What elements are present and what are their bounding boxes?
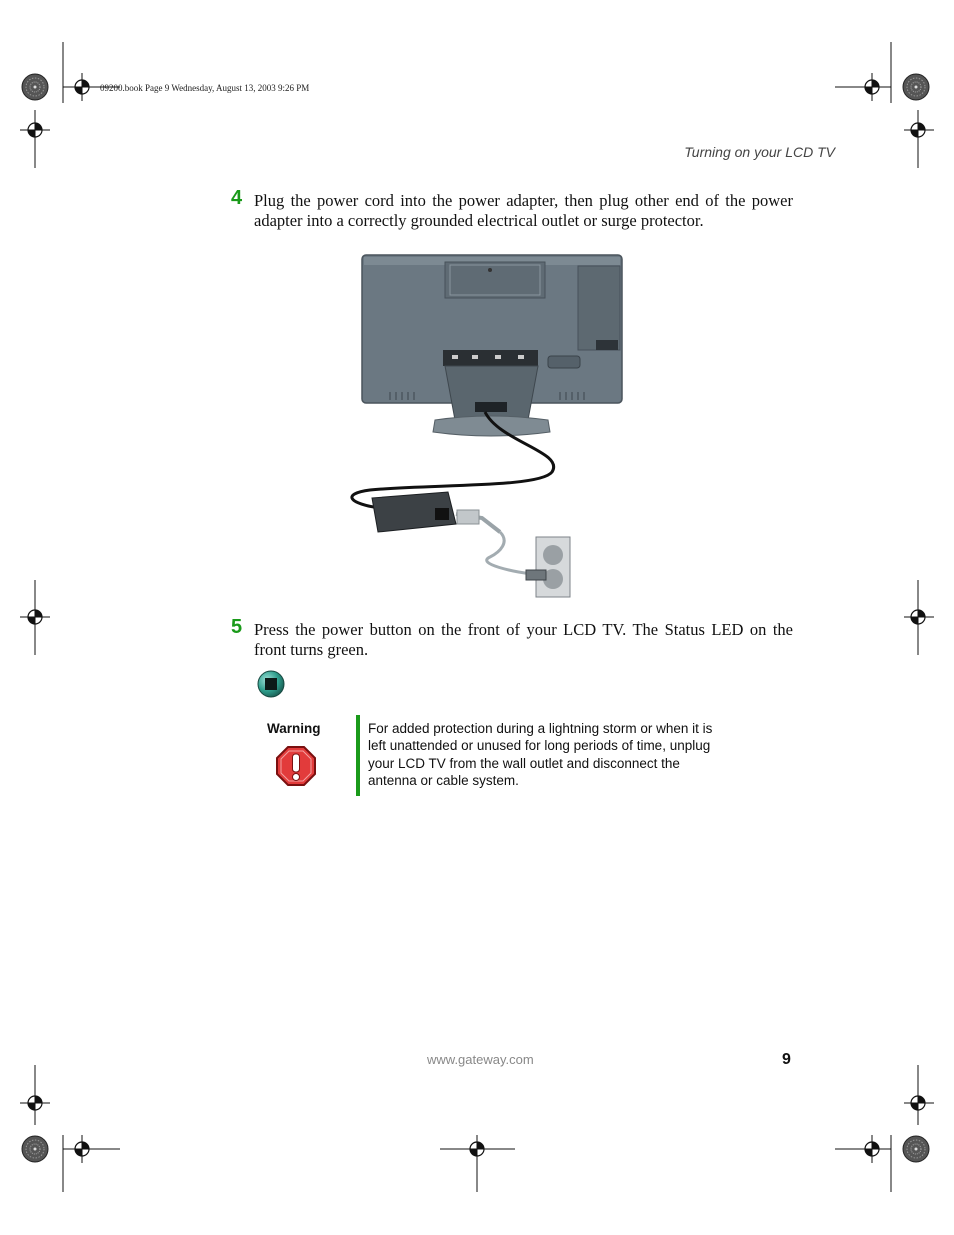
tv-power-illustration: [340, 252, 630, 600]
page-number: 9: [782, 1051, 791, 1068]
footer-url: www.gateway.com: [427, 1052, 534, 1067]
step-number-4: 4: [231, 187, 243, 209]
step-number-5: 5: [231, 616, 243, 638]
warning-icon: [275, 745, 317, 787]
book-info: 09200.book Page 9 Wednesday, August 13, 2003 9:26 PM: [100, 83, 310, 93]
step-text-4: Plug the power cord into the power adapter, then plug other end of the power adapter into a correctly grounded electrical outlet or surge protector.: [254, 191, 793, 230]
warning-bar: [356, 715, 360, 796]
warning-text: For added protection during a lightning storm or when it is left unattended or unused for long periods of time, unplug your LCD TV from the wall outlet and disconnect the antenna or cable system.: [368, 721, 713, 788]
running-head: Turning on your LCD TV: [684, 144, 835, 160]
stop-icon: [256, 669, 286, 699]
warning-label: Warning: [267, 721, 321, 736]
step-text-5: Press the power button on the front of your LCD TV. The Status LED on the front turns green.: [254, 620, 793, 659]
